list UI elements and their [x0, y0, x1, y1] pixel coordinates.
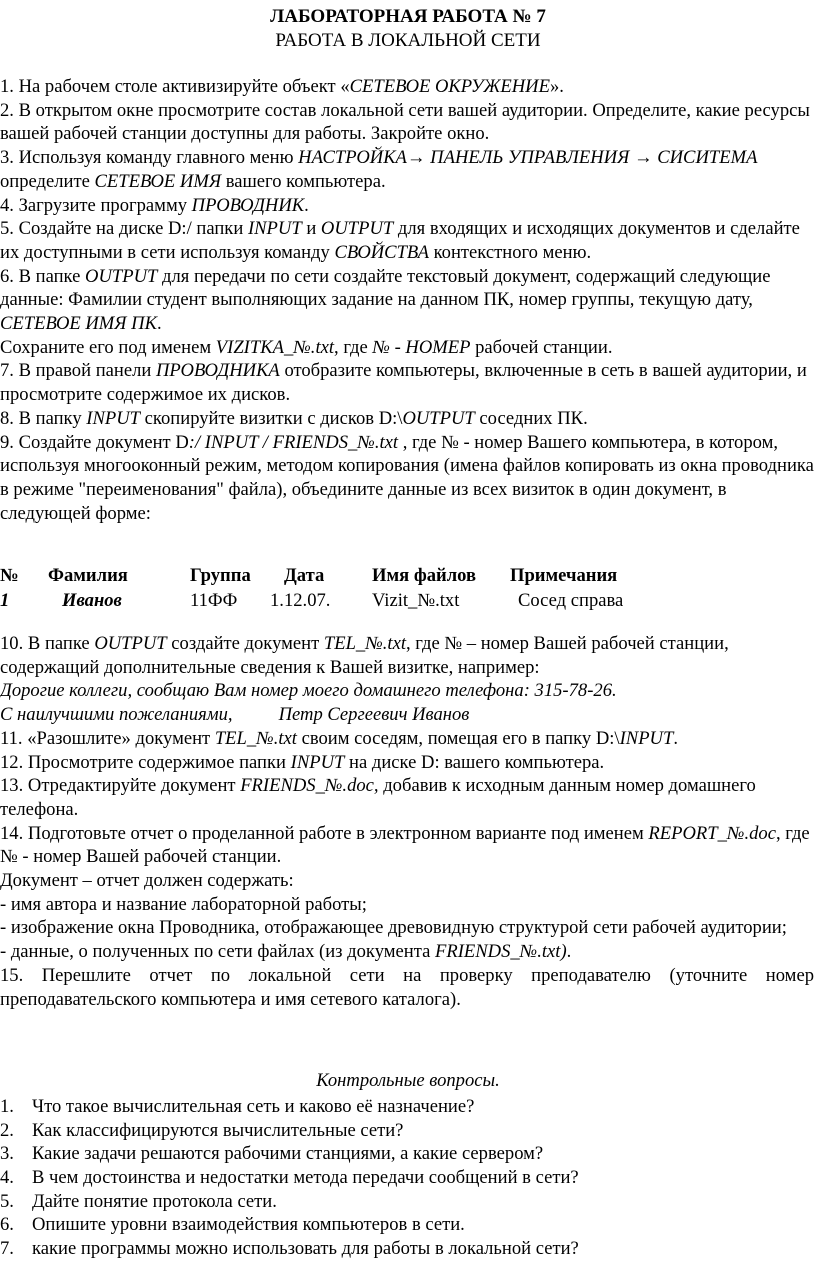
list-item: 4. В чем достоинства и недостатки метода передачи сообщений в сети? [0, 1167, 579, 1189]
list-item: 1. Что такое вычислительная сеть и каково её назначение? [0, 1096, 475, 1117]
questions-list [0, 1095, 816, 1261]
table-header-cell: Группа [190, 565, 251, 586]
table-header-cell: Дата [284, 565, 325, 586]
table-cell: 11ФФ [190, 590, 238, 611]
questions-heading: Контрольные вопросы. [316, 1070, 500, 1091]
table-header-cell: Примечания [510, 565, 618, 586]
step-12: 12. Просмотрите содержимое папки INPUT на диске D: вашего компьютера. [0, 751, 605, 773]
example-line-1: Дорогие коллеги, сообщаю Вам номер моего домашнего телефона: 315-78-26. [0, 680, 617, 702]
table-header-cell: № [0, 565, 19, 586]
table-cell: 1.12.07. [270, 590, 331, 611]
step-14: 14. Подготовьте отчет о проделанной работе в электронном варианте под именем REPORT_№.doc, где № - номер Вашей рабочей станции. [0, 822, 810, 868]
table-cell: Vizit_№.txt [372, 590, 460, 611]
requirement-2: - изображение окна Проводника, отображающее древовидную структурой сети рабочей аудитории; [0, 917, 787, 939]
sample-table [0, 565, 816, 615]
table-cell: Сосед справа [518, 590, 624, 611]
step-13: 13. Отредактируйте документ FRIENDS_№.doc, добавив к исходным данным номер домашнего телефона. [0, 775, 756, 820]
list-item: 3. Какие задачи решаются рабочими станциями, а какие сервером? [0, 1143, 544, 1165]
step-5: 5. Создайте на диске D:/ папки INPUT и OUTPUT для входящих и исходящих документов и сделайте их доступными в сети используя команду СВОЙСТВА контекстного меню. [0, 218, 800, 263]
step-10: 10. В папке OUTPUT создайте документ TEL_№.txt, где № – номер Вашей рабочей станции, содержащий дополнительные сведения к Вашей визитке, например: [0, 633, 729, 678]
list-item: 7. какие программы можно использовать для работы в локальной сети? [0, 1238, 579, 1260]
save-note: Сохраните его под именем VIZITKA_№.txt, где № - НОМЕР рабочей станции. [0, 336, 613, 358]
table-row [0, 590, 816, 615]
step-15: 15. Перешлите отчет по локальной сети на проверку преподавателю (уточните номер преподавательского компьютера и имя сетевого каталога). [0, 964, 814, 1010]
requirement-1: - имя автора и название лабораторной работы; [0, 893, 367, 915]
step-8: 8. В папку INPUT скопируйте визитки с дисков D:\OUTPUT соседних ПК. [0, 407, 588, 429]
list-item: 5. Дайте понятие протокола сети. [0, 1190, 277, 1212]
list-item: 6. Опишите уровни взаимодействия компьютеров в сети. [0, 1214, 465, 1236]
step-3: 3. Используя команду главного меню НАСТРОЙКА→ ПАНЕЛЬ УПРАВЛЕНИЯ → СИСИТЕМА определите СЕТЕВОЕ ИМЯ вашего компьютера. [0, 147, 758, 192]
step-1: 1. На рабочем столе активизируйте объект «СЕТЕВОЕ ОКРУЖЕНИЕ». [0, 76, 564, 97]
list-item: 2. Как классифицируются вычислительные сети? [0, 1119, 404, 1141]
table-header-cell: Имя файлов [372, 565, 477, 586]
table-cell: Иванов [62, 590, 122, 611]
step-6: 6. В папке OUTPUT для передачи по сети создайте текстовый документ, содержащий следующие данные: Фамилии студент выполняющих задание на данном ПК, номер группы, текущую дату, СЕТЕВОЕ ИМЯ ПК. [0, 265, 771, 335]
instructions-part-1 [0, 75, 814, 525]
report-requirements-heading: Документ – отчет должен содержать: [0, 870, 294, 892]
step-7: 7. В правой панели ПРОВОДНИКА отобразите компьютеры, включенные в сеть в вашей аудитории, и просмотрите содержимое их дисков. [0, 360, 807, 406]
requirement-3: - данные, о полученных по сети файлах (из документа FRIENDS_№.txt). [0, 941, 572, 963]
example-line-2: С наилучшими пожеланиями, Петр Сергеевич Иванов [0, 704, 470, 726]
table-cell: 1 [0, 590, 10, 611]
step-11: 11. «Разошлите» документ TEL_№.txt своим соседям, помещая его в папку D:\INPUT. [0, 727, 678, 749]
instructions-part-2 [0, 632, 814, 1011]
table-header-cell: Фамилия [48, 565, 128, 586]
step-4: 4. Загрузите программу ПРОВОДНИК. [0, 194, 309, 216]
page-title: ЛАБОРАТОРНАЯ РАБОТА № 7 [270, 6, 546, 27]
step-2: 2. В открытом окне просмотрите состав локальной сети вашей аудитории. Определите, какие ресурсы вашей рабочей станции доступны для работы. Закройте окно. [0, 99, 810, 145]
step-9: 9. Создайте документ D:/ INPUT / FRIENDS_№.txt , где № - номер Вашего компьютера, в котором, используя многооконный режим, методом копирования (имена файлов копировать из окна проводника в режиме "переименования" файла), объедините данные из всех визиток в один документ, в следующей форме: [0, 431, 814, 524]
page-subtitle: РАБОТА В ЛОКАЛЬНОЙ СЕТИ [275, 30, 541, 51]
table-header-row [0, 565, 816, 590]
